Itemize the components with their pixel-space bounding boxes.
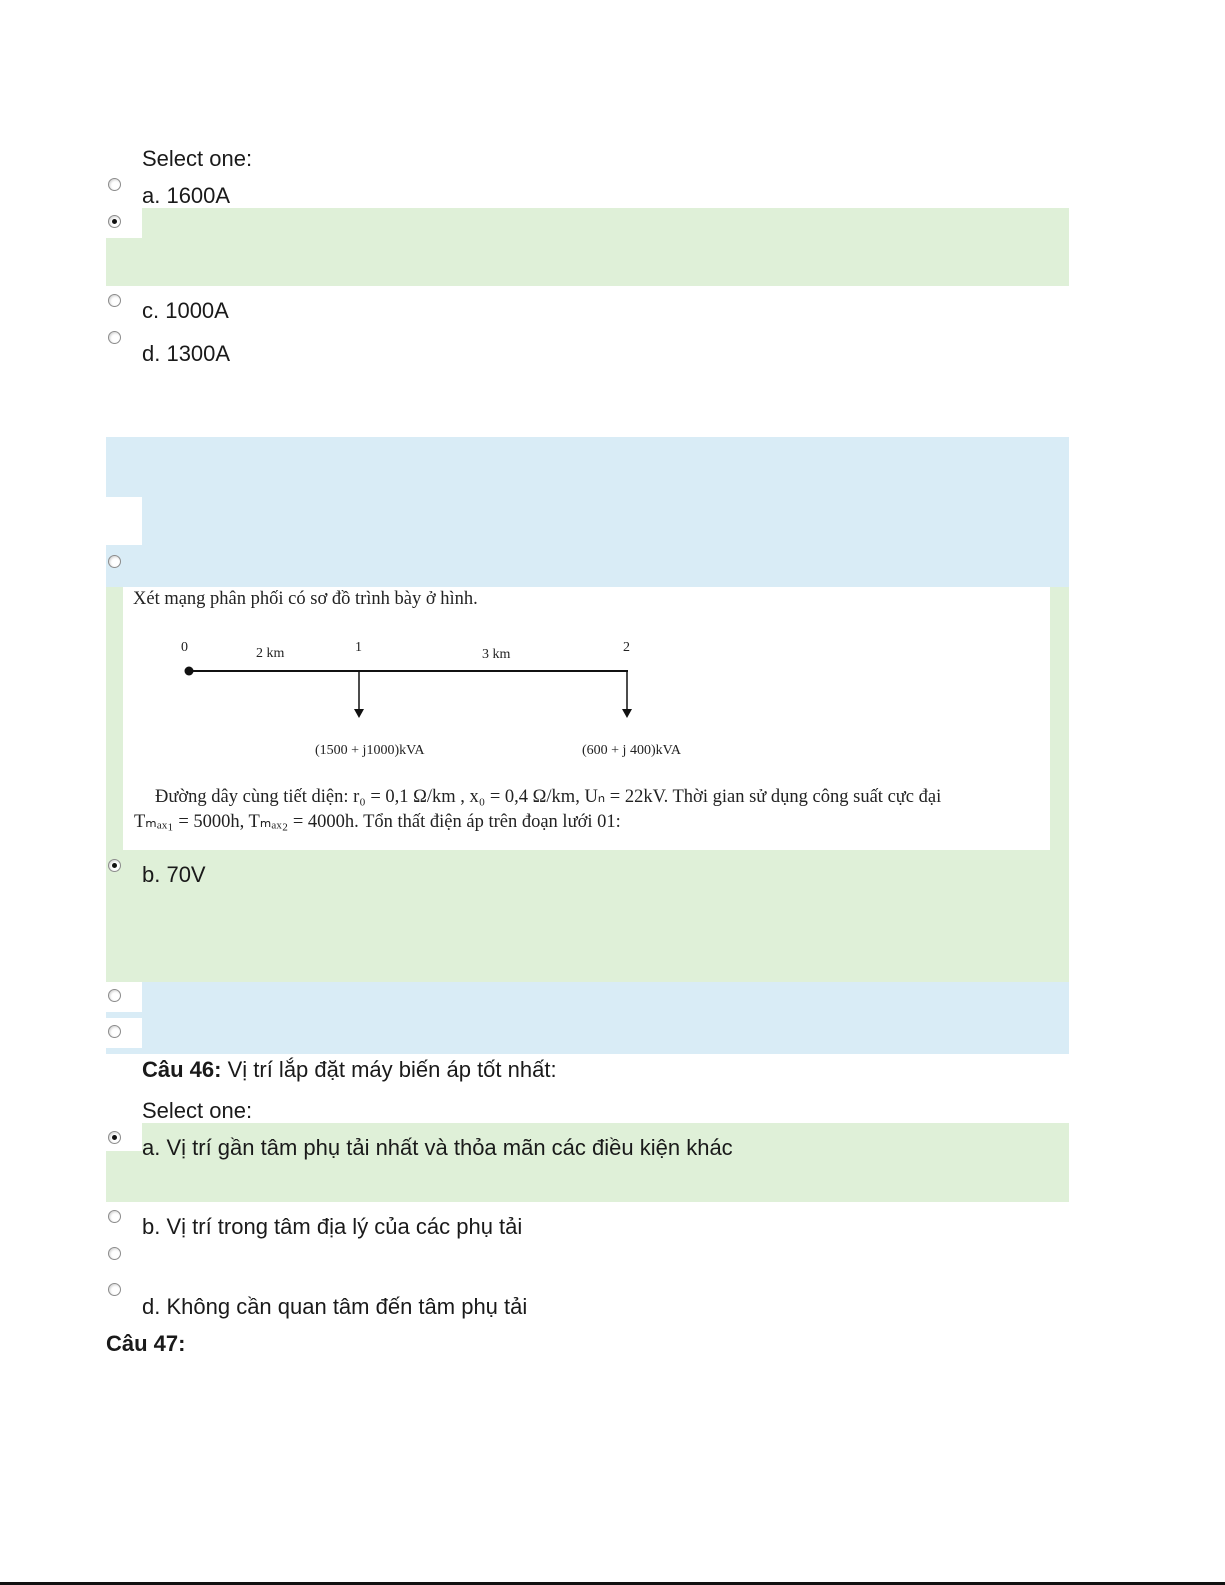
- question-46-title: [142, 1057, 557, 1083]
- figure-params-line2: Tₘₐₓ₁ = 5000h, Tₘₐₓ₂ = 4000h. Tổn thất điện áp trên đoạn lưới 01:: [134, 812, 621, 832]
- figure-params-line1: Đường dây cùng tiết diện: r₀ = 0,1 Ω/km , x₀ = 0,4 Ω/km, Uₙ = 22kV. Thời gian sử dụng công suất cực đại: [155, 787, 942, 807]
- option-b-radio-selected[interactable]: [108, 859, 121, 872]
- option-b-label: b. 70V: [142, 862, 206, 887]
- option-radio-unchecked[interactable]: [108, 555, 121, 568]
- q46-select-one-label: Select one:: [142, 1098, 253, 1123]
- load-2-value: (600 + j 400)kVA: [582, 743, 682, 758]
- q46-option-b-label: b. Vị trí trong tâm địa lý của các phụ tải: [142, 1214, 523, 1239]
- select-one-label: Select one:: [142, 146, 253, 171]
- q46-option-a-label: a. Vị trí gần tâm phụ tải nhất và thỏa mãn các điều kiện khác: [142, 1135, 733, 1160]
- load-1-value: (1500 + j1000)kVA: [315, 743, 425, 758]
- segment-12-length: 3 km: [482, 647, 511, 662]
- option-a-label: a. 1600A: [142, 183, 231, 208]
- q46-option-d-radio[interactable]: [108, 1283, 121, 1296]
- option-b-radio[interactable]: [108, 215, 121, 228]
- remaining-options-panel: [106, 982, 1069, 1054]
- q46-option-a-radio[interactable]: [108, 1131, 121, 1144]
- load1-arrow-icon: [354, 709, 364, 718]
- load2-arrow-icon: [622, 709, 632, 718]
- option-b-row-selected[interactable]: [106, 208, 1069, 286]
- question-46-number: Câu 46:: [142, 1057, 222, 1082]
- node-0-label: 0: [181, 640, 188, 655]
- q46-option-d-label: d. Không cần quan tâm đến tâm phụ tải: [142, 1294, 528, 1319]
- option-d-radio[interactable]: [108, 1025, 121, 1038]
- question-panel: [106, 437, 1069, 587]
- node-1-label: 1: [355, 640, 362, 655]
- node-2-label: 2: [623, 640, 630, 655]
- source-node-dot: [185, 667, 194, 676]
- circuit-figure: [123, 587, 1050, 850]
- option-d-radio[interactable]: [108, 331, 121, 344]
- figure-intro-text: Xét mạng phân phối có sơ đồ trình bày ở hình.: [133, 589, 478, 609]
- q46-option-b-radio[interactable]: [108, 1210, 121, 1223]
- panel-gap: [106, 497, 142, 545]
- option-a-radio[interactable]: [108, 178, 121, 191]
- option-c-radio[interactable]: [108, 989, 121, 1002]
- question-46-text: Vị trí lắp đặt máy biến áp tốt nhất:: [221, 1057, 557, 1082]
- question-47-number: Câu 47:: [106, 1331, 186, 1356]
- segment-01-length: 2 km: [256, 646, 285, 661]
- option-c-label: c. 1000A: [142, 298, 229, 323]
- option-c-radio[interactable]: [108, 294, 121, 307]
- option-d-label: d. 1300A: [142, 341, 231, 366]
- q46-option-c-radio[interactable]: [108, 1247, 121, 1260]
